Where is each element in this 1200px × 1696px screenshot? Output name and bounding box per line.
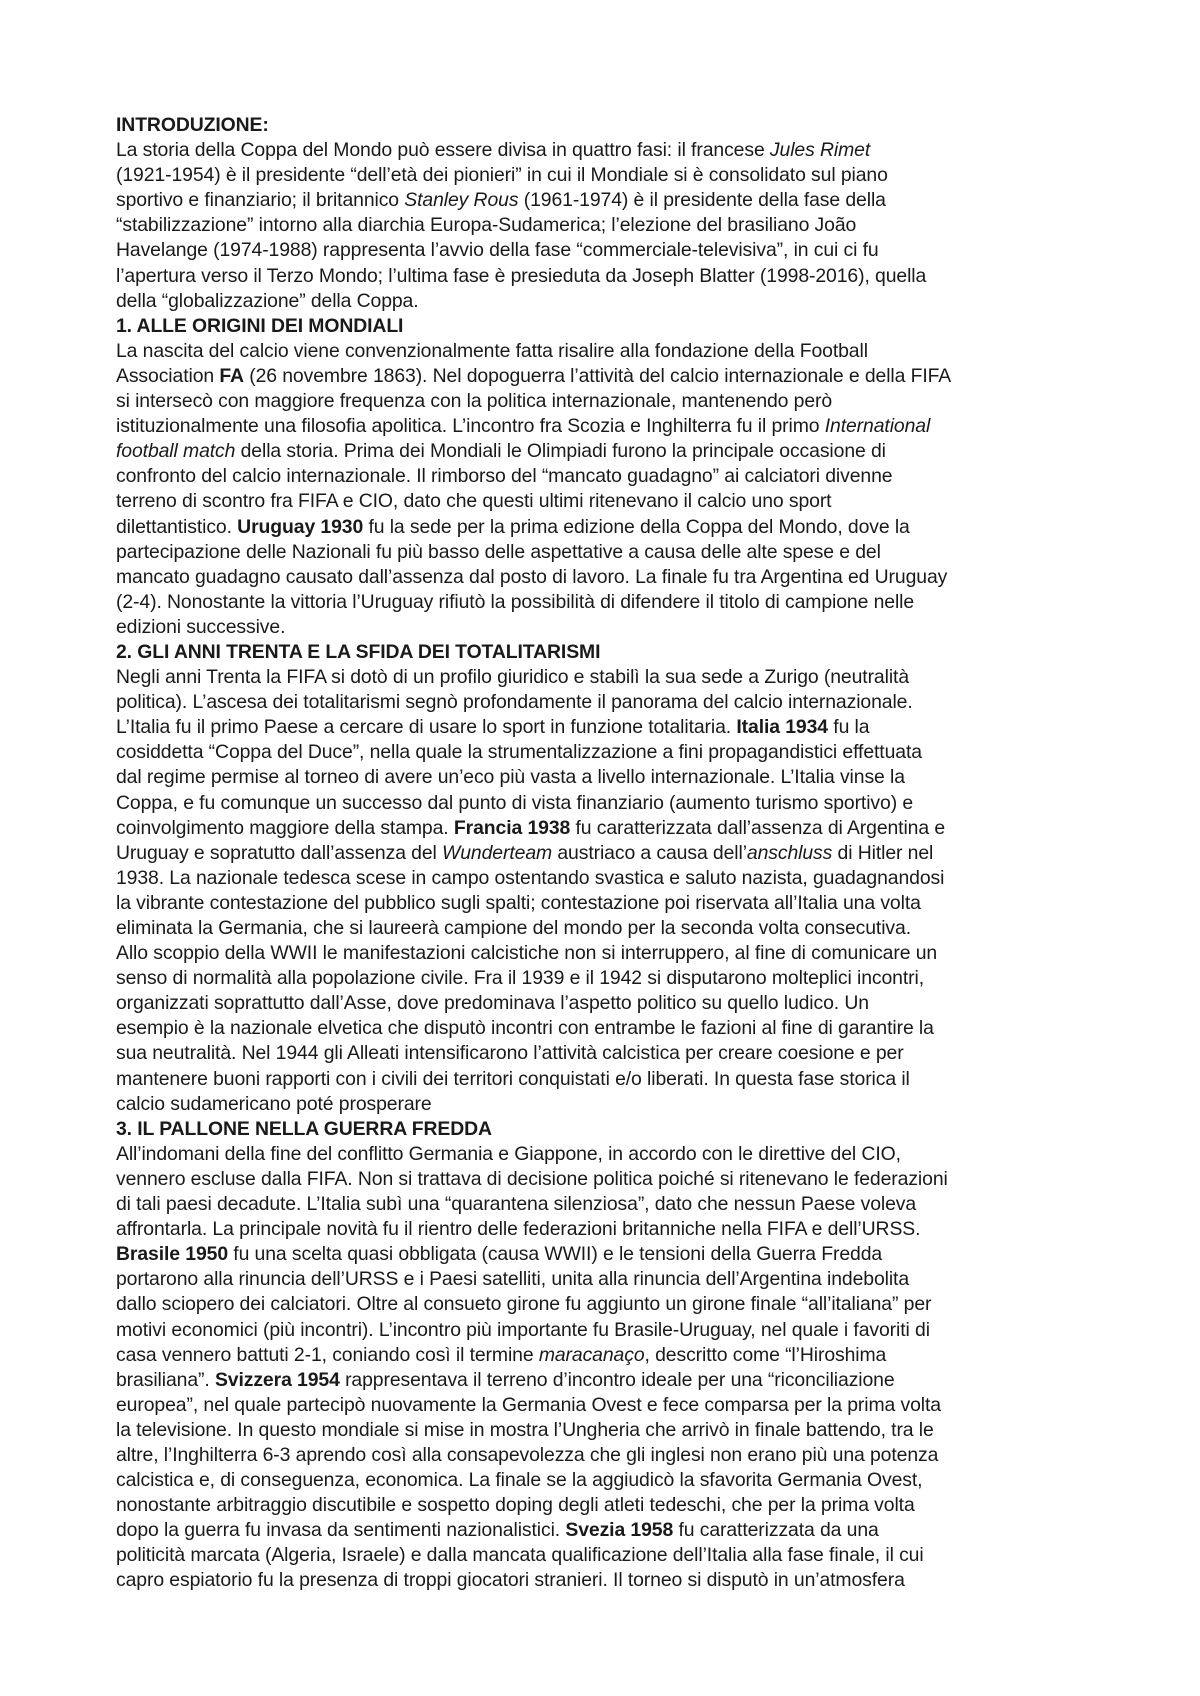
- bold-text: Italia 1934: [736, 716, 828, 739]
- text-run: della storia. Prima dei Mondiali le Olimpiadi furono la principale occasione di: [235, 440, 886, 463]
- text-run: 1938. La nazionale tedesca scese in campo ostentando svastica e saluto nazista, guadagnandosi: [116, 866, 945, 889]
- text-line: [116, 1568, 1081, 1593]
- text-run: casa vennero battuti 2-1, coniando così il termine: [116, 1343, 539, 1366]
- text-run: (1921-1954) è il presidente “dell’età dei pionieri” in cui il Mondiale si è consolidato sul piano: [116, 164, 888, 187]
- text-run: fu la: [828, 716, 870, 739]
- italic-text: anschluss: [746, 841, 833, 864]
- text-run: Negli anni Trenta la FIFA si dotò di un profilo giuridico e stabilì la sua sede a Zurigo (neutralità: [116, 666, 909, 689]
- text-line: [116, 1318, 1081, 1343]
- text-line: [116, 364, 1081, 389]
- text-line: [116, 339, 1081, 364]
- text-run: rappresentava il terreno d’incontro ideale per una “riconciliazione: [339, 1368, 895, 1391]
- text-run: politicità marcata (Algeria, Israele) e dalla mancata qualificazione dell’Italia alla fase finale, il cui: [116, 1544, 924, 1567]
- text-run: mancato guadagno causato dall’assenza dal posto di lavoro. La finale fu tra Argentina ed Uruguay: [116, 565, 948, 588]
- text-run: altre, l’Inghilterra 6-3 aprendo così alla consapevolezza che gli inglesi non erano più una potenza: [116, 1443, 939, 1466]
- text-run: calcio sudamericano poté prosperare: [116, 1092, 432, 1115]
- text-line: [116, 163, 1081, 188]
- text-line: [116, 690, 1081, 715]
- text-line: [116, 1067, 1081, 1092]
- text-line: [116, 464, 1081, 489]
- text-line: [116, 966, 1081, 991]
- italic-text: Wunderteam: [442, 841, 553, 864]
- text-run: L’Italia fu il primo Paese a cercare di usare lo sport in funzione totalitaria.: [116, 716, 737, 739]
- bold-text: Brasile 1950: [116, 1243, 229, 1266]
- document-page: [116, 113, 1081, 1594]
- text-run: La nascita del calcio viene convenzionalmente fatta risalire alla fondazione della Football: [116, 339, 868, 362]
- text-run: affrontarla. La principale novità fu il rientro delle federazioni britanniche nella FIFA e dell’URSS.: [116, 1218, 921, 1241]
- text-run: politica). L’ascesa dei totalitarismi segnò profondamente il panorama del calcio internazionale.: [116, 691, 913, 714]
- text-line: [116, 1167, 1081, 1192]
- bold-text: Svizzera 1954: [214, 1368, 340, 1391]
- text-line: [116, 489, 1081, 514]
- section-heading: [116, 1117, 1081, 1142]
- bold-text: Francia 1938: [453, 816, 571, 839]
- italic-text: Stanley Rous: [404, 189, 519, 212]
- bold-text: 1. ALLE ORIGINI DEI MONDIALI: [116, 314, 404, 337]
- text-line: [116, 891, 1081, 916]
- text-run: fu caratterizzata da una: [673, 1519, 879, 1542]
- italic-text: football match: [116, 440, 236, 463]
- text-run: esempio è la nazionale elvetica che disputò incontri con entrambe le fazioni al fine di garantire la: [116, 1017, 934, 1040]
- text-run: la vibrante contestazione del pubblico sugli spalti; contestazione poi riservata all’Italia una volta: [116, 891, 921, 914]
- text-line: [116, 1142, 1081, 1167]
- text-line: [116, 213, 1081, 238]
- text-run: fu una scelta quasi obbligata (causa WWII) e le tensioni della Guerra Fredda: [228, 1243, 883, 1266]
- text-line: [116, 1192, 1081, 1217]
- text-run: (26 novembre 1863). Nel dopoguerra l’attività del calcio internazionale e della FIFA: [243, 364, 952, 387]
- text-line: [116, 414, 1081, 439]
- text-line: [116, 188, 1081, 213]
- text-line: [116, 1242, 1081, 1267]
- text-line: [116, 1543, 1081, 1568]
- text-run: mantenere buoni rapporti con i civili dei territori conquistati e/o liberati. In questa fase storica il: [116, 1067, 910, 1090]
- text-line: [116, 791, 1081, 816]
- text-line: [116, 715, 1081, 740]
- text-run: coinvolgimento maggiore della stampa.: [116, 816, 454, 839]
- text-run: fu la sede per la prima edizione della Coppa del Mondo, dove la: [363, 515, 910, 538]
- text-line: [116, 1041, 1081, 1066]
- text-run: La storia della Coppa del Mondo può essere divisa in quattro fasi: il francese: [116, 139, 770, 162]
- text-run: austriaco a causa dell’: [552, 841, 747, 864]
- text-run: brasiliana”.: [116, 1368, 215, 1391]
- text-line: [116, 1493, 1081, 1518]
- text-line: [116, 1292, 1081, 1317]
- text-run: , descritto come “l’Hiroshima: [644, 1343, 887, 1366]
- text-run: (1961-1974) è il presidente della fase della: [518, 189, 886, 212]
- text-line: [116, 264, 1081, 289]
- bold-text: Uruguay 1930: [237, 515, 364, 538]
- text-line: [116, 941, 1081, 966]
- text-run: istituzionalmente una filosofia apolitica. L’incontro fra Scozia e Inghilterra fu il primo: [116, 415, 825, 438]
- italic-text: Jules Rimet: [769, 139, 871, 162]
- text-run: Coppa, e fu comunque un successo dal punto di vista finanziario (aumento turismo sportivo) e: [116, 791, 914, 814]
- bold-text: 3. IL PALLONE NELLA GUERRA FREDDA: [116, 1117, 492, 1140]
- text-run: Allo scoppio della WWII le manifestazioni calcistiche non si interruppero, al fine di comunicare un: [116, 942, 938, 965]
- text-run: edizioni successive.: [116, 615, 286, 638]
- bold-text: FA: [219, 364, 244, 387]
- text-run: sua neutralità. Nel 1944 gli Alleati intensificarono l’attività calcistica per creare coesione e per: [116, 1042, 904, 1065]
- text-line: [116, 1217, 1081, 1242]
- text-line: [116, 841, 1081, 866]
- text-run: la televisione. In questo mondiale si mise in mostra l’Ungheria che arrivò in finale battendo, tra le: [116, 1418, 934, 1441]
- italic-text: International: [824, 415, 931, 438]
- text-line: [116, 138, 1081, 163]
- text-line: [116, 765, 1081, 790]
- text-line: [116, 590, 1081, 615]
- text-run: terreno di scontro fra FIFA e CIO, dato che questi ultimi ritenevano il calcio uno sport: [116, 490, 832, 513]
- text-run: l’apertura verso il Terzo Mondo; l’ultima fase è presieduta da Joseph Blatter (1998-2016), quella: [116, 264, 927, 287]
- text-line: [116, 991, 1081, 1016]
- text-run: sportivo e finanziario; il britannico: [116, 189, 405, 212]
- text-line: [116, 1267, 1081, 1292]
- text-line: [116, 916, 1081, 941]
- text-run: capro espiatorio fu la presenza di troppi giocatori stranieri. Il torneo si disputò in un’atmosfera: [116, 1569, 905, 1592]
- text-run: di Hitler nel: [832, 841, 934, 864]
- text-line: [116, 1092, 1081, 1117]
- text-line: [116, 565, 1081, 590]
- text-run: confronto del calcio internazionale. Il rimborso del “mancato guadagno” ai calciatori divenne: [116, 465, 893, 488]
- section-heading: [116, 113, 1081, 138]
- text-line: [116, 439, 1081, 464]
- text-line: [116, 389, 1081, 414]
- text-line: [116, 1368, 1081, 1393]
- text-run: dal regime permise al torneo di avere un’eco più vasta a livello internazionale. L’Italia vinse la: [116, 766, 905, 789]
- text-run: della “globalizzazione” della Coppa.: [116, 289, 419, 312]
- text-run: cosiddetta “Coppa del Duce”, nella quale la strumentalizzazione a fini propagandistici effettuata: [116, 741, 922, 764]
- text-line: [116, 740, 1081, 765]
- text-line: [116, 1393, 1081, 1418]
- text-run: partecipazione delle Nazionali fu più basso delle aspettative a causa delle alte spese e del: [116, 540, 881, 563]
- text-line: [116, 1016, 1081, 1041]
- text-line: [116, 1418, 1081, 1443]
- text-run: (2-4). Nonostante la vittoria l’Uruguay rifiutò la possibilità di difendere il titolo di campione nelle: [116, 590, 915, 613]
- section-heading: [116, 314, 1081, 339]
- text-run: nonostante arbitraggio discutibile e sospetto doping degli atleti tedeschi, che per la prima volta: [116, 1494, 915, 1517]
- text-run: vennero escluse dalla FIFA. Non si trattava di decisione politica poiché si ritenevano le federazioni: [116, 1167, 948, 1190]
- bold-text: Svezia 1958: [565, 1519, 674, 1542]
- text-run: organizzati soprattutto dall’Asse, dove predominava l’aspetto politico su quello ludico. Un: [116, 992, 869, 1015]
- text-run: portarono alla rinuncia dell’URSS e i Paesi satelliti, unita alla rinuncia dell’Argentina indebolita: [116, 1268, 910, 1291]
- text-line: [116, 1518, 1081, 1543]
- text-run: fu caratterizzata dall’assenza di Argentina e: [570, 816, 946, 839]
- text-run: si intersecò con maggiore frequenza con la politica internazionale, mantenendo però: [116, 390, 833, 413]
- text-line: [116, 238, 1081, 263]
- text-run: Uruguay e sopratutto dall’assenza del: [116, 841, 443, 864]
- italic-text: maracanaço: [538, 1343, 645, 1366]
- bold-text: 2. GLI ANNI TRENTA E LA SFIDA DEI TOTALITARISMI: [116, 640, 601, 663]
- text-run: senso di normalità alla popolazione civile. Fra il 1939 e il 1942 si disputarono molteplici incontri,: [116, 967, 924, 990]
- text-line: [116, 1468, 1081, 1493]
- text-run: europea”, nel quale partecipò nuovamente la Germania Ovest e fece comparsa per la prima volta: [116, 1393, 941, 1416]
- bold-text: INTRODUZIONE:: [116, 114, 269, 136]
- text-run: Havelange (1974-1988) rappresenta l’avvio della fase “commerciale-televisiva”, in cui ci fu: [116, 239, 879, 262]
- text-line: [116, 1443, 1081, 1468]
- text-run: dallo sciopero dei calciatori. Oltre al consueto girone fu aggiunto un girone finale “all’italiana” per: [116, 1293, 932, 1316]
- text-line: [116, 289, 1081, 314]
- text-run: eliminata la Germania, che si laureerà campione del mondo per la seconda volta consecutiva.: [116, 917, 911, 939]
- section-heading: [116, 640, 1081, 665]
- text-line: [116, 615, 1081, 640]
- text-line: [116, 816, 1081, 841]
- text-line: [116, 866, 1081, 891]
- text-run: di tali paesi decadute. L’Italia subì una “quarantena silenziosa”, dato che nessun Paese voleva: [116, 1193, 917, 1216]
- text-line: [116, 665, 1081, 690]
- text-run: “stabilizzazione” intorno alla diarchia Europa-Sudamerica; l’elezione del brasiliano João: [116, 214, 857, 237]
- text-run: motivi economici (più incontri). L’incontro più importante fu Brasile-Uruguay, nel quale i favoriti di: [116, 1318, 930, 1341]
- text-line: [116, 1343, 1081, 1368]
- text-run: calcistica e, di conseguenza, economica. La finale se la aggiudicò la sfavorita Germania Ovest,: [116, 1469, 923, 1492]
- text-run: dopo la guerra fu invasa da sentimenti nazionalistici.: [116, 1519, 566, 1542]
- text-run: Association: [116, 364, 220, 387]
- text-line: [116, 515, 1081, 540]
- text-line: [116, 540, 1081, 565]
- text-run: All’indomani della fine del conflitto Germania e Giappone, in accordo con le direttive del CIO,: [116, 1142, 901, 1165]
- text-run: dilettantistico.: [116, 515, 238, 538]
